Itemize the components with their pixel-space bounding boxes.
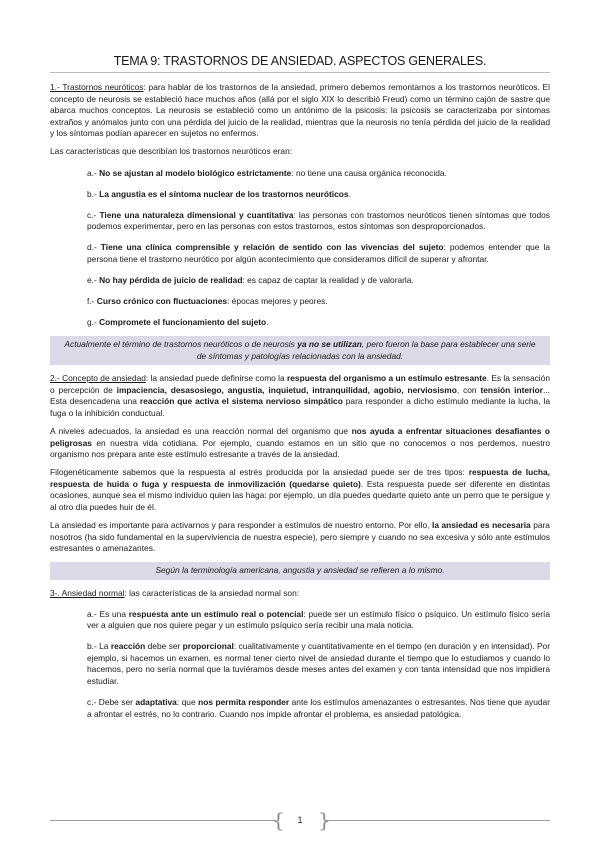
text-run: para nosotros (ha sido fundamental en la superviviencia de nuestra especie), pero siempre y cuando no sea excesiva y sólo ante estímulos estresantes o amenazantes. (50, 520, 550, 554)
section-3-paragraph (50, 588, 550, 600)
footer-brace-right: } (318, 808, 331, 832)
bold-run: impaciencia, desasosiego, angustia, inquietud, intranquilidad, agobio, nerviosismo (116, 384, 457, 395)
section-3-heading: 3-. Ansiedad normal (50, 587, 125, 598)
item-text: . (266, 317, 269, 328)
list-item (87, 275, 550, 287)
item-text: : las personas con trastornos neuróticos tienen síntomas que todos podemos experimentar, pero en las personas con estos trastornos, estos síntomas son desproporcionados. (87, 209, 550, 232)
item-text: debe ser (145, 641, 183, 652)
highlight-text-end: , pero fueron la base para establecer una serie de síntomas y patologías relacionadas con la ansiedad. (196, 338, 536, 361)
item-text: c.- Debe ser (87, 697, 136, 708)
item-text: : es capaz de captar la realidad y de valorarla. (242, 275, 414, 286)
footer-rule-right (324, 820, 550, 821)
bold-run: la ansiedad es necesaria (432, 520, 531, 531)
item-bold: respuesta ante un estímulo real o potencial (128, 608, 304, 619)
list-item (87, 609, 550, 632)
item-marker: g.- (87, 317, 100, 328)
document-body (50, 82, 550, 720)
item-marker: a.- (87, 167, 100, 178)
item-text: : podemos entender que la persona tiene el trastorno neurótico por algún acontecimiento que consideramos difícil de superar y afrontar. (87, 242, 550, 265)
text-run: , con (456, 384, 481, 395)
highlight-box (50, 336, 550, 365)
section-1-text: : para hablar de los trastornos de la ansiedad, primero debemos remontarnos a los trastornos neuróticos. El concepto de neurosis se estableció hace muchos años (allá por el siglo XIX lo describió Freud) como un término cajón de sastre que abarca muchos conceptos. La neurosis se estableció como un antónimo de la psicosis: la psicosis se caracterizaba por síntomas extraños y anómalos junto con una pérdida del juicio de la realidad, mientras que la neurosis no tenía pérdida del juicio de la realidad y los síntomas podían aparecer en sujetos no enfermos. (50, 82, 550, 139)
page-footer (0, 806, 600, 836)
page-title: TEMA 9: TRASTORNOS DE ANSIEDAD. ASPECTOS GENERALES. (113, 54, 487, 68)
item-text: b.- La (87, 641, 111, 652)
list-item (87, 210, 550, 233)
item-text: . (348, 188, 351, 199)
item-marker: e.- (87, 275, 100, 286)
text-run: para responder a dicho estímulo mediante la lucha, la fuga o la inhibición conductual. (50, 396, 550, 418)
item-bold: Curso crónico con fluctuaciones (96, 296, 228, 307)
highlight-box (50, 562, 550, 580)
paragraph (50, 426, 550, 461)
item-bold: Tiene una naturaleza dimensional y cuantitativa (99, 209, 294, 220)
list-item (87, 189, 550, 201)
highlight-text: Según la terminología americana, angustia y ansiedad se refieren a lo mismo. (155, 564, 445, 575)
bold-run: respuesta del organismo a un estímulo estresante (287, 373, 487, 384)
item-text: : épocas mejores y peores. (227, 296, 328, 307)
item-bold: nos permita responder (198, 697, 290, 708)
highlight-text-start: Actualmente el término de trastornos neuróticos o de neurosis (64, 338, 298, 349)
item-bold: No se ajustan al modelo biológico estrictamente (99, 167, 292, 178)
footer-rule-left (50, 820, 276, 821)
highlight-text-bold: ya no se utilizan (297, 338, 362, 349)
item-text: : no tiene una causa orgánica reconocida. (291, 167, 447, 178)
list-item (87, 317, 550, 329)
item-bold: La angustia es el síntoma nuclear de los trastornos neuróticos (99, 188, 349, 199)
item-bold: proporcional (182, 641, 234, 652)
item-bold: Compromete el funcionamiento del sujeto (99, 317, 267, 328)
list-item (87, 242, 550, 265)
item-marker: f.- (87, 296, 97, 307)
text-run: La ansiedad es importante para activarnos y para responder a estímulos de nuestro entorno. Por ello, (50, 520, 432, 531)
text-run: ... Esta desencadena una (50, 384, 550, 407)
text-run: en nuestra vida cotidiana. Por ejemplo, cuando estamos en un sitio que no conocemos o nos perdemos, nuestro organismo nos prepara ante este estímulo estresante a través de la ansiedad. (50, 437, 550, 460)
text-run: A niveles adecuados, la ansiedad es una reacción normal del organismo que (50, 425, 352, 436)
item-bold: Tiene una clínica comprensible y relación de sentido con las vivencias del sujeto (100, 242, 444, 253)
item-text: : puede ser un estímulo físico o psíquico. Un estímulo físico sería ver a alguien que nos quiere pegar y un estímulo psíquico sería recibir una mala noticia. (87, 608, 550, 631)
item-marker: c.- (87, 209, 100, 220)
list-item (87, 697, 550, 720)
item-bold: No hay pérdida de juicio de realidad (99, 275, 243, 286)
section-2-paragraph (50, 373, 550, 419)
text-run: Filogenéticamente sabemos que la respuesta al estrés producida por la ansiedad puede ser de tres tipos: (50, 467, 469, 478)
bold-run: tensión interior (480, 384, 544, 395)
bold-run: respuesta de lucha, respuesta de huida o fuga y respuesta de inmovilización (quedarse quieto) (50, 467, 550, 489)
paragraph (50, 467, 550, 513)
section-1-intro: Las características que describían los trastornos neuróticos eran: (50, 146, 293, 157)
section-1-heading: 1.- Trastornos neuróticos (50, 82, 144, 92)
section-3-text: : las características de la ansiedad normal son: (124, 587, 300, 598)
item-bold: adaptativa (135, 697, 177, 708)
list-item (87, 296, 550, 308)
page-number: 1 (297, 815, 303, 825)
item-bold: reacción (110, 641, 146, 652)
item-text: : cualitativamente y cuantitativamente en el tiempo (en duración y en intensidad). Por ejemplo, si hacemos un examen, es normal tener cierto nivel de ansiedad durante el tiempo que lo estudiamos y cuando lo hacemos, pero no sería normal que la tuviéramos desde meses antes del examen y con tanta intensidad que nos impidiera estudiar. (87, 641, 550, 687)
bold-run: reacción que activa el sistema nervioso simpático (139, 396, 343, 407)
text-run: . Esta respuesta puede ser diferente en distintas ocasiones, aunque sea el mismo individuo quien las haga: por ejemplo, un día puedes quedarte quieto ante un perro que te persigue y al otro día puedes huir de él. (50, 478, 550, 513)
text-run: . Es la sensación o percepción de (50, 373, 550, 395)
highlight-text (64, 339, 536, 362)
item-text: ante los estímulos amenazantes o estresantes. Nos tiene que ayudar a afrontar el estrés, no lo contrario. Cuando nos impide afrontar el problema, es ansiedad patológica. (87, 697, 550, 719)
paragraph (50, 520, 550, 555)
list-item (87, 168, 550, 180)
footer-brace-left: { (272, 808, 285, 832)
item-marker: d.- (87, 242, 101, 253)
item-text: a.- Es una (87, 608, 129, 619)
title-divider (50, 72, 550, 73)
text-run: : la ansiedad puede definirse como la (145, 373, 287, 384)
bold-run: nos ayuda a enfrentar situaciones desafiantes o peligrosas (50, 425, 551, 448)
item-text: : que (176, 697, 199, 708)
item-marker: b.- (87, 188, 100, 199)
list-item (87, 641, 550, 687)
section-1-paragraph (50, 82, 550, 140)
section-2-heading: 2.- Concepto de ansiedad (50, 373, 146, 384)
